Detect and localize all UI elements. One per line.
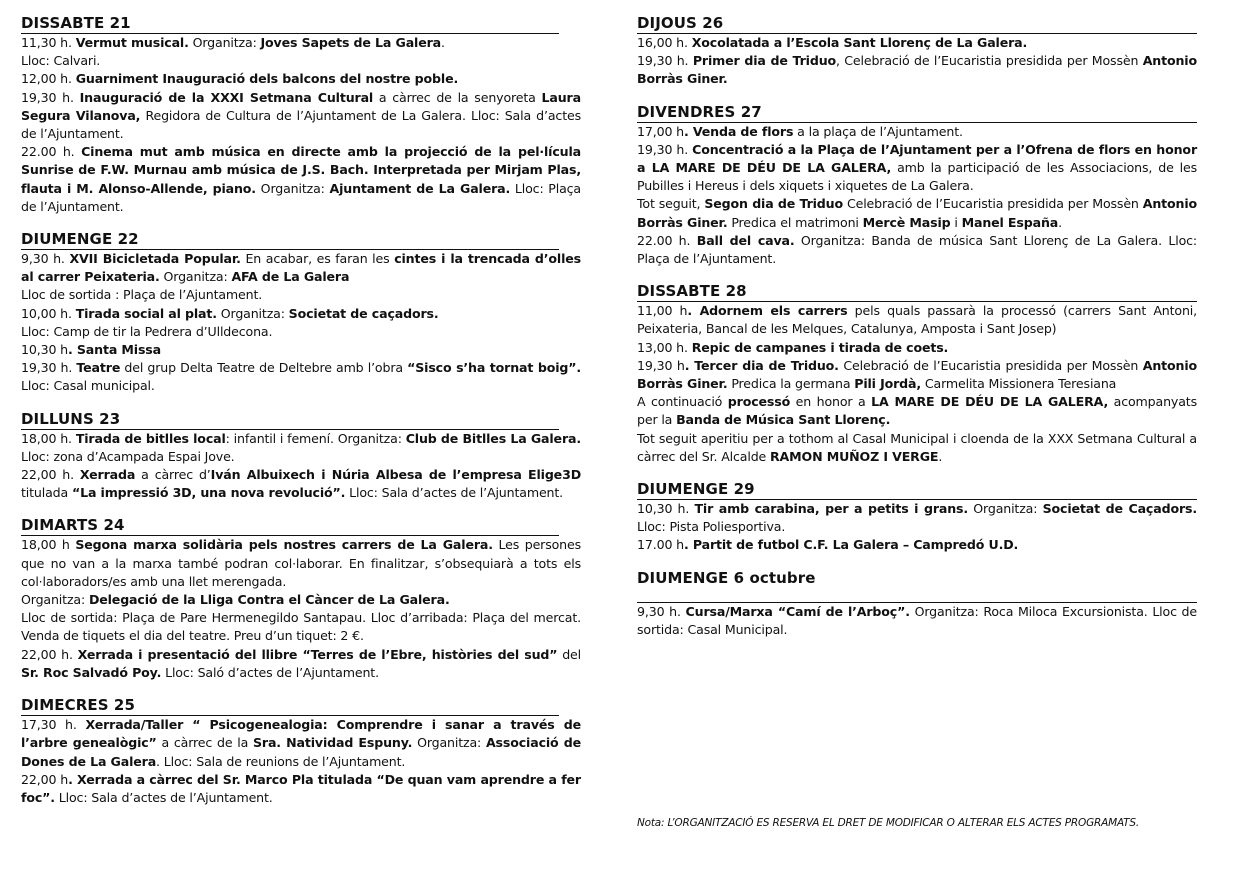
entry-bold-text: Manel España	[961, 214, 1059, 230]
entry-text: Organitza:	[188, 35, 261, 50]
entry-text: 19,30 h.	[637, 141, 693, 157]
entry-text: i	[950, 214, 962, 230]
entry-text: En acabar, es faran les	[240, 251, 395, 267]
day-heading: DIUMENGE 6 octubre	[637, 569, 1197, 603]
schedule-entry	[21, 609, 581, 645]
schedule-entry	[21, 646, 581, 682]
entry-text: del grup Delta Teatre de Deltebre amb l’obra	[120, 360, 408, 376]
entry-bold-text: Tir amb carabina, per a petits i grans.	[694, 501, 969, 517]
day-heading: DIVENDRES 27	[637, 103, 1197, 123]
schedule-entry	[637, 500, 1197, 536]
entry-text: Carmelita Missionera Teresiana	[921, 376, 1117, 392]
day-section	[637, 480, 1197, 555]
entry-bold-text: Associació de Dones de La Galera	[21, 735, 582, 769]
schedule-entry	[21, 323, 581, 341]
schedule-entry	[21, 250, 581, 286]
disclaimer-note: Nota: L’ORGANITZACIÓ ES RESERVA EL DRET DE MODIFICAR O ALTERAR ELS ACTES PROGRAMATS.	[637, 817, 1139, 829]
entry-bold-text: Primer dia de Triduo	[692, 53, 837, 69]
entry-text: 22.00 h.	[21, 144, 82, 160]
entry-text: 10,00 h.	[21, 305, 76, 321]
schedule-entry	[637, 232, 1197, 268]
entry-bold-text: Tirada de bitlles local	[75, 430, 226, 446]
entry-text: .	[1058, 214, 1062, 230]
entry-bold-text: Inauguració de la XXXI Setmana Cultural	[79, 89, 374, 105]
entry-bold-text: . Adornem els carrers	[687, 303, 848, 319]
entry-text: Lloc: Sala d’actes de l’Ajuntament.	[54, 789, 273, 805]
entry-bold-text: LA MARE DE DÉU DE LA GALERA,	[871, 394, 1109, 410]
entry-bold-text: Segona marxa solidària pels nostres carrers de La Galera.	[75, 537, 493, 553]
entry-text: 10,30 h.	[637, 501, 695, 517]
entry-bold-text: Societat de caçadors.	[288, 305, 439, 321]
entry-bold-text: Antonio Borràs Giner.	[637, 196, 1197, 230]
day-heading: DILLUNS 23	[21, 410, 559, 430]
entry-text: a càrrec d’	[135, 467, 211, 483]
entry-text: 17.00 h	[637, 537, 684, 553]
schedule-entry	[637, 195, 1197, 231]
entry-bold-text: Club de Bitlles La Galera.	[405, 430, 581, 446]
day-section	[637, 282, 1197, 466]
entry-text: Organitza:	[968, 501, 1043, 517]
entry-text: Lloc de sortida: Plaça de Pare Hermenegildo Santapau. Lloc d’arribada: Plaça del mercat. Venda de tiquets el dia del teatre. Preu d’un tiquet: 2 €.	[21, 610, 581, 644]
entry-text: Regidora de Cultura de l’Ajuntament de La Galera. Lloc: Sala d’actes de l’Ajuntament.	[21, 107, 581, 142]
day-heading: DIMARTS 24	[21, 516, 559, 536]
entry-bold-text: Cursa/Marxa “Camí de l’Arboç”.	[685, 603, 910, 619]
entry-text: .	[441, 35, 445, 50]
entry-text: Celebració de l’Eucaristia presidida per Mossèn	[838, 357, 1143, 373]
schedule-entry	[637, 141, 1197, 196]
entry-bold-text: Segon dia de Triduo	[704, 196, 843, 212]
entry-text: Lloc: zona d’Acampada Espai Jove.	[21, 448, 235, 464]
entry-bold-text: . Santa Missa	[68, 342, 161, 358]
entry-bold-text: Mercè Masip	[862, 214, 951, 230]
entry-text: Lloc de sortida : Plaça de l’Ajuntament.	[21, 287, 263, 303]
entry-bold-text: Xerrada	[79, 467, 136, 483]
schedule-entry	[21, 34, 581, 52]
schedule-entry	[637, 302, 1197, 338]
schedule-entry	[21, 771, 581, 807]
entry-text: titulada	[21, 485, 72, 501]
entry-bold-text: “Sisco s’ha tornat boig”.	[407, 360, 581, 376]
entry-text: a càrrec de la	[156, 735, 253, 751]
entry-text: Lloc: Calvari.	[21, 53, 101, 69]
entry-text: 13,00 h.	[637, 339, 692, 355]
schedule-entry	[637, 430, 1197, 466]
entry-text: : infantil i femení. Organitza:	[225, 430, 406, 446]
entry-text: 19,30 h.	[21, 89, 80, 105]
day-section	[21, 410, 581, 503]
schedule-entry	[21, 305, 581, 323]
entry-text: A continuació	[637, 394, 728, 410]
entry-text: acompanyats per la	[637, 394, 1197, 428]
entry-text: Lloc: Saló d’actes de l’Ajuntament.	[161, 664, 379, 680]
day-section	[21, 696, 581, 807]
entry-bold-text: Antonio Borràs Giner.	[637, 357, 1197, 392]
entry-text: Lloc: Plaça de l’Ajuntament.	[21, 180, 582, 214]
entry-bold-text: Cinema mut amb música en directe amb la projecció de la pel·lícula Sunrise de F.W. Murnau amb música de J.S. Bach. Interpretada per Mirjam Plas, flauta i M. Alonso-Allende, piano.	[21, 144, 581, 196]
entry-text: Organitza: Banda de música Sant Llorenç de La Galera. Lloc: Plaça de l’Ajuntament.	[637, 232, 1197, 267]
entry-bold-text: Xerrada i presentació del llibre “Terres de l’Ebre, històries del sud”	[77, 646, 558, 662]
schedule-entry	[21, 359, 581, 395]
entry-bold-text: XVII Bicicletada Popular.	[69, 251, 241, 267]
entry-bold-text: processó	[727, 394, 791, 410]
entry-text: 22.00 h.	[637, 232, 697, 248]
entry-text: 22,00 h.	[21, 467, 80, 483]
entry-bold-text: . Partit de futbol C.F. La Galera – Campredó U.D.	[684, 537, 1019, 553]
entry-text: Organitza: Roca Miloca Excursionista. Lloc de sortida: Casal Municipal.	[637, 603, 1198, 637]
entry-bold-text: Xocolatada a l’Escola Sant Llorenç de La Galera.	[691, 35, 1028, 50]
entry-text: 10,30 h	[21, 342, 68, 358]
day-section	[637, 14, 1197, 89]
entry-text: . Lloc: Sala de reunions de l’Ajuntament.	[156, 753, 406, 769]
entry-bold-text: Concentració a la Plaça de l’Ajuntament per a l’Ofrena de flors en honor a LA MARE DE DÉU DE LA GALERA,	[637, 141, 1197, 176]
schedule-entry	[21, 89, 581, 144]
entry-bold-text: Guarniment Inauguració dels balcons del nostre poble.	[75, 71, 459, 87]
entry-bold-text: Delegació de la Lliga Contra el Càncer de La Galera.	[88, 592, 450, 608]
schedule-entry	[637, 34, 1197, 52]
entry-text: 12,00 h.	[21, 71, 76, 87]
entry-bold-text: “La impressió 3D, una nova revolució”.	[71, 485, 346, 501]
entry-text: amb la participació de les Associacions, de les Pubilles i Hereus i dels xiquets i xiquetes de La Galera.	[637, 160, 1197, 194]
entry-text: Lloc: Pista Poliesportiva.	[637, 519, 786, 535]
entry-text: Organitza:	[255, 180, 330, 196]
day-section	[21, 230, 581, 396]
schedule-entry	[637, 357, 1197, 393]
entry-text: Organitza:	[159, 269, 232, 285]
entry-bold-text: Antonio Borràs Giner.	[637, 53, 1197, 87]
entry-text: Predica el matrimoni	[727, 214, 863, 230]
schedule-entry	[637, 536, 1197, 554]
entry-text: 22,00 h.	[21, 646, 78, 662]
entry-bold-text: Banda de Música Sant Llorenç.	[676, 412, 891, 428]
schedule-entry	[637, 603, 1197, 639]
entry-bold-text: Sr. Roc Salvadó Poy.	[21, 664, 162, 680]
entry-text: 19,30 h	[637, 357, 685, 373]
day-section	[637, 569, 1197, 639]
day-heading: DIMECRES 25	[21, 696, 559, 716]
entry-text: 19,30 h.	[637, 53, 693, 69]
day-heading: DISSABTE 21	[21, 14, 559, 34]
entry-text: Organitza:	[21, 592, 89, 608]
entry-text: 18,00 h.	[21, 430, 76, 446]
entry-text: .	[938, 448, 943, 464]
entry-text: 11,00 h	[637, 303, 688, 319]
schedule-entry	[21, 466, 581, 502]
entry-text: Organitza:	[412, 735, 486, 751]
schedule-entry	[21, 716, 581, 771]
schedule-entry	[637, 393, 1197, 429]
entry-text: 22,00 h	[21, 771, 69, 787]
left-column	[21, 14, 581, 821]
schedule-entry	[21, 536, 581, 591]
entry-text: a la plaça de l’Ajuntament.	[793, 123, 963, 139]
entry-bold-text: Tirada social al plat.	[75, 305, 217, 321]
entry-bold-text: Repic de campanes i tirada de coets.	[691, 339, 949, 355]
entry-text: en honor a	[790, 394, 872, 410]
entry-text: Tot seguit,	[637, 196, 705, 212]
entry-text: del	[557, 646, 581, 662]
schedule-entry	[21, 70, 581, 88]
entry-bold-text: Sra. Natividad Espuny.	[252, 735, 413, 751]
entry-bold-text: Iván Albuixech i Núria Albesa de l’empresa Elige3D	[210, 467, 581, 483]
day-heading: DISSABTE 28	[637, 282, 1197, 302]
schedule-entry	[21, 341, 581, 359]
entry-text: pels quals passarà la processó (carrers Sant Antoni, Peixateria, Bancal de les Melques, Catalunya, Amposta i Sant Josep)	[637, 303, 1197, 337]
right-column	[637, 14, 1197, 653]
entry-bold-text: AFA de La Galera	[231, 269, 350, 285]
entry-bold-text: . Venda de flors	[684, 123, 794, 139]
entry-bold-text: . Xerrada a càrrec del Sr. Marco Pla titulada “De quan vam aprendre a fer foc”.	[21, 771, 581, 805]
entry-text: Lloc: Sala d’actes de l’Ajuntament.	[345, 485, 564, 501]
entry-bold-text: Ajuntament de La Galera.	[329, 180, 511, 196]
schedule-entry	[21, 52, 581, 70]
schedule-entry	[21, 591, 581, 609]
entry-text: Celebració de l’Eucaristia presidida per Mossèn	[843, 196, 1143, 212]
schedule-entry	[21, 430, 581, 466]
entry-text: 9,30 h.	[21, 251, 70, 267]
entry-text: a càrrec de la senyoreta	[373, 89, 542, 105]
schedule-entry	[637, 123, 1197, 141]
entry-text: Lloc: Casal municipal.	[21, 378, 155, 394]
entry-bold-text: . Tercer dia de Triduo.	[684, 357, 839, 373]
entry-bold-text: Pili Jordà,	[854, 376, 922, 392]
entry-bold-text: RAMON MUÑOZ I VERGE	[770, 448, 939, 464]
day-heading: DIUMENGE 29	[637, 480, 1197, 500]
entry-text: , Celebració de l’Eucaristia presidida per Mossèn	[836, 53, 1143, 69]
entry-text: 9,30 h.	[637, 603, 686, 619]
schedule-entry	[637, 52, 1197, 88]
entry-text: Predica la germana	[727, 376, 855, 392]
schedule-entry	[21, 143, 581, 216]
entry-bold-text: Vermut musical.	[75, 35, 189, 50]
schedule-entry	[21, 286, 581, 304]
entry-bold-text: Societat de Caçadors.	[1042, 501, 1197, 517]
entry-bold-text: cintes i la trencada d’olles al carrer Peixateria.	[21, 251, 581, 285]
entry-text: 18,00 h	[21, 537, 76, 553]
entry-text: Lloc: Camp de tir la Pedrera d’Ulldecona.	[21, 323, 273, 339]
day-section	[21, 516, 581, 682]
entry-text: Tot seguit aperitiu per a tothom al Casal Municipal i cloenda de la XXX Setmana Cultural a càrrec del Sr. Alcalde	[637, 430, 1197, 464]
day-section	[637, 103, 1197, 269]
entry-bold-text: Xerrada/Taller “ Psicogenealogia: Comprendre i sanar a través de l’arbre genealògic”	[21, 717, 582, 751]
day-section	[21, 14, 581, 216]
schedule-entry	[637, 339, 1197, 357]
entry-text: 17,00 h	[637, 123, 684, 139]
entry-text: 19,30 h.	[21, 360, 77, 376]
day-heading: DIUMENGE 22	[21, 230, 559, 250]
entry-bold-text: Teatre	[76, 360, 121, 376]
entry-bold-text: Ball del cava.	[696, 232, 795, 248]
entry-bold-text: Joves Sapets de La Galera	[260, 35, 442, 50]
entry-text: 17,30 h.	[21, 717, 86, 733]
day-heading: DIJOUS 26	[637, 14, 1197, 34]
entry-bold-text: Laura Segura Vilanova,	[21, 89, 581, 123]
entry-text: Organitza:	[216, 305, 289, 321]
entry-text: Les persones que no van a la marxa també podran col·laborar. En finalitzar, s’obsequiarà a tots els col·laboradors/es amb una llet merengada.	[21, 537, 581, 589]
entry-text: 16,00 h.	[637, 35, 692, 50]
entry-text: 11,30 h.	[21, 35, 76, 50]
